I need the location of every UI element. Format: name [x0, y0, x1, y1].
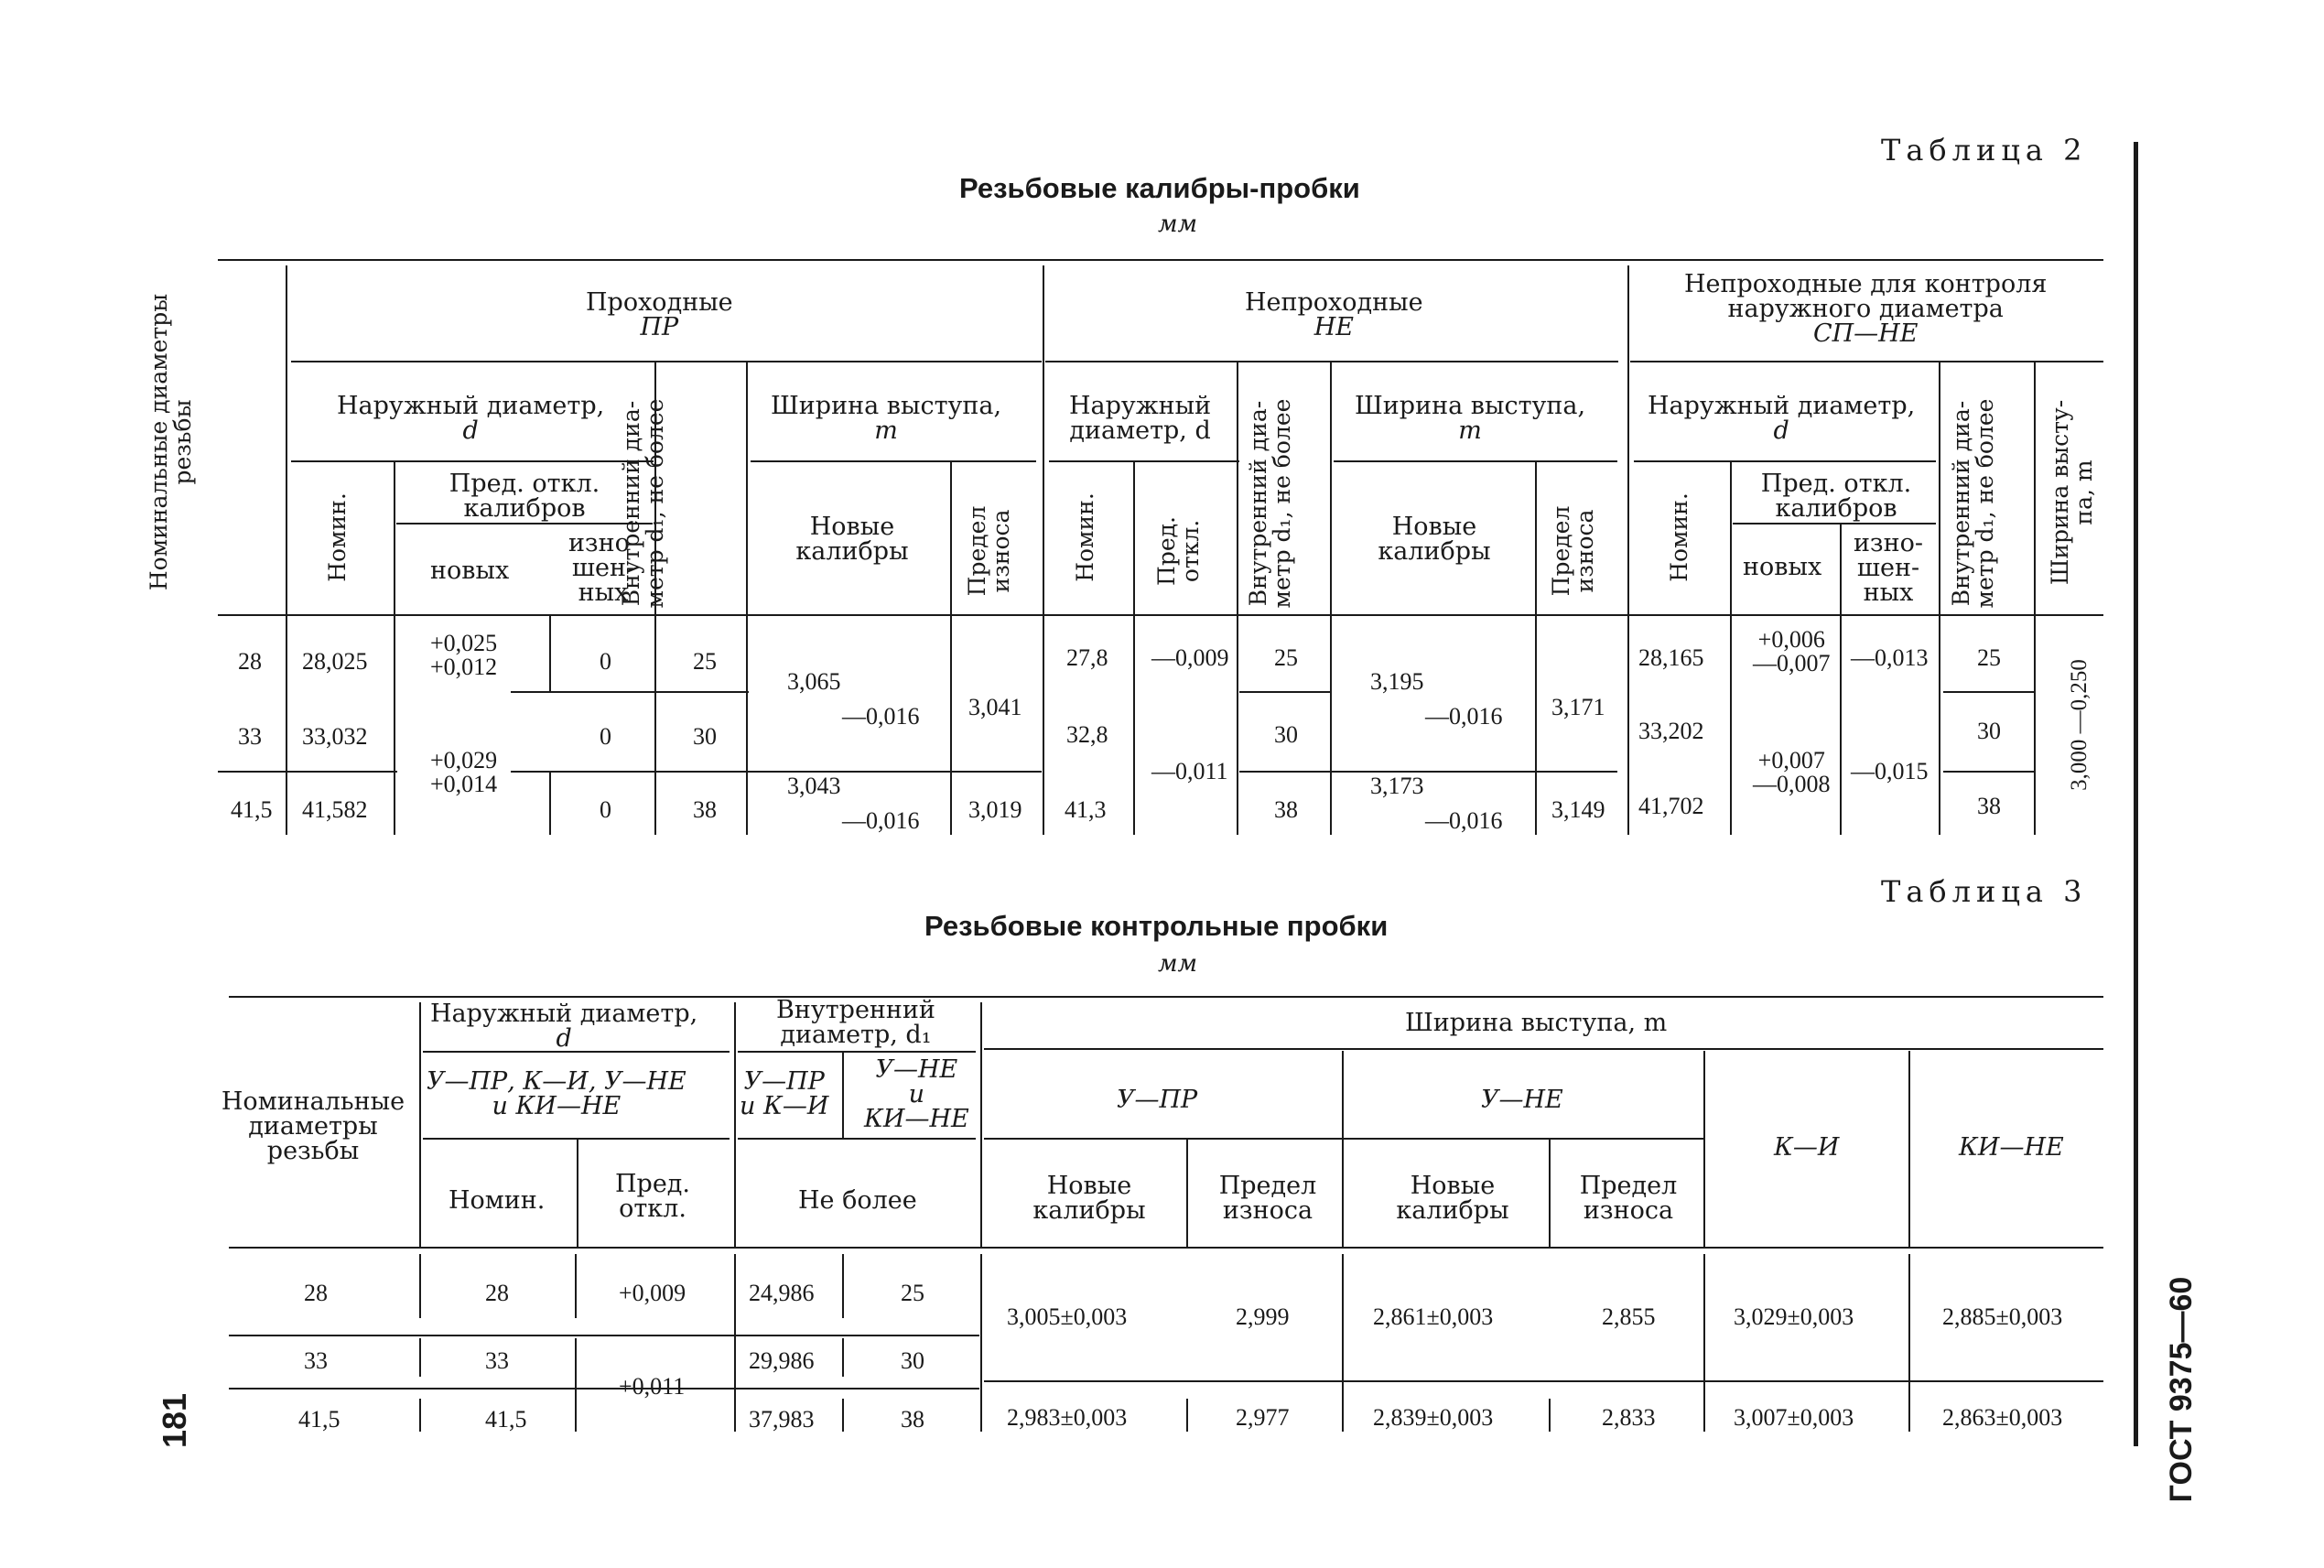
t2-ne-nomin: Номин. — [1072, 492, 1098, 582]
t3-k-i: К—И — [1774, 1133, 1840, 1162]
t2-top-rule — [218, 259, 2103, 261]
t3-r1-otkl: +0,009 — [619, 1280, 686, 1306]
t3-inner-sub-a: У—ПР и К—И — [740, 1067, 829, 1120]
t2-r1-ne-otkl: —0,009 — [1151, 644, 1229, 671]
t3-u-pr-new: Новые калибры — [1032, 1172, 1146, 1225]
t2-pr-nomin: Номин. — [324, 492, 351, 582]
t3-r1-in-b: 25 — [901, 1280, 924, 1306]
t2-sp-pred-otkl: Пред. откл. калибров — [1760, 470, 1912, 523]
t3-kine-12: 2,885±0,003 — [1942, 1303, 2063, 1330]
t3-upr-new-12: 3,005±0,003 — [1007, 1303, 1128, 1330]
t2-r3-ne-d1: 38 — [1274, 796, 1298, 823]
t3-une-new-12: 2,861±0,003 — [1373, 1303, 1494, 1330]
t3-nomin: Номин. — [449, 1186, 546, 1215]
t2-r2-pr-d1: 30 — [693, 723, 717, 750]
t3-une-limit-12: 2,855 — [1602, 1303, 1656, 1330]
t2-ne-title: Непроходные — [1245, 288, 1423, 317]
t2-ne-limit-12: 3,171 — [1551, 694, 1605, 720]
page-number: 181 — [156, 1392, 193, 1449]
t2-pr-width: Ширина выступа, m — [771, 392, 1002, 445]
t2-pr-new: новых — [430, 557, 510, 585]
t3-r3-une-limit: 2,833 — [1602, 1404, 1656, 1431]
t3-outer-sub: У—ПР, К—И, У—НЕ и КИ—НЕ — [427, 1067, 686, 1120]
table2-label: Таблица 2 — [1881, 133, 2088, 168]
t3-u-pr: У—ПР — [1117, 1086, 1198, 1114]
t3-r3-upr-new: 2,983±0,003 — [1007, 1404, 1128, 1431]
t2-ne-inner-diameter: Внутренний диа-метр d₁, не более — [1245, 398, 1296, 609]
t2-ne-new-cal: Новые калибры — [1378, 513, 1491, 566]
t2-pr-inner-diameter: Внутренний диа-метр d₁, не более — [618, 398, 669, 609]
t2-pr-new-cal: Новые калибры — [795, 513, 909, 566]
t2-pr-new-23: +0,029 +0,014 — [430, 747, 498, 797]
t2-sp-inner-diameter: Внутренний диа-метр d₁, не более — [1948, 398, 1999, 609]
table2-title: Резьбовые калибры-пробки — [959, 172, 1360, 204]
t3-r3-une-new: 2,839±0,003 — [1373, 1404, 1494, 1431]
t3-header-bottom-rule — [229, 1247, 2103, 1249]
t2-sp-worn-23: —0,015 — [1851, 758, 1929, 784]
t2-ne-width-12: 3,195 —0,016 — [1370, 668, 1503, 730]
t2-r2-pr-nom: 33,032 — [302, 723, 368, 750]
t3-r3-in-b: 38 — [901, 1406, 924, 1433]
t2-r3-ne-nom: 41,3 — [1065, 796, 1107, 823]
t2-sp-outer-diameter: Наружный диаметр, d — [1648, 392, 1916, 445]
t2-pr-worn: изно-шен-ных — [567, 529, 639, 607]
t2-pr-wear-limit: Предел износа — [964, 505, 1015, 597]
t2-r2-ne-nom: 32,8 — [1066, 721, 1108, 748]
t2-sp-worn: изно-шен-ных — [1853, 529, 1924, 607]
t2-ne-limit-3: 3,149 — [1551, 796, 1605, 823]
t3-col-nominal-diameter: Номинальные диаметры резьбы — [221, 1087, 405, 1165]
t3-outer-diameter: Наружный диаметр, d — [430, 1000, 698, 1053]
t2-ne-width: Ширина выступа, m — [1355, 392, 1586, 445]
t3-u-ne-new: Новые калибры — [1396, 1172, 1509, 1225]
table3-unit: мм — [1158, 950, 1198, 978]
t2-ne-outer-diameter: Наружный диаметр, d — [1069, 392, 1212, 445]
t3-r1-nd: 28 — [304, 1280, 328, 1306]
t2-r2-ne-d1: 30 — [1274, 721, 1298, 748]
standard-number: ГОСТ 9375—60 — [2164, 1276, 2199, 1503]
right-margin-rule — [2134, 142, 2138, 1446]
t3-r1-in-a: 24,986 — [749, 1280, 815, 1306]
t3-not-more: Не более — [798, 1186, 917, 1215]
t2-ne-otkl-23: —0,011 — [1151, 758, 1228, 784]
t2-r1-sp-new: +0,006 —0,007 — [1753, 626, 1831, 676]
t2-group-spne: Непроходные для контроля наружного диаметра СП—НЕ — [1684, 270, 2048, 348]
t2-r2-nd: 33 — [238, 723, 262, 750]
t3-inner-sub-b: У—НЕ и КИ—НЕ — [864, 1055, 969, 1133]
t2-group-pr — [586, 290, 733, 340]
t3-pred-otkl: Пред. откл. — [614, 1170, 690, 1223]
t3-r3-in-a: 37,983 — [749, 1406, 815, 1433]
t2-pr-pred-otkl: Пред. откл. калибров — [449, 470, 600, 523]
t2-r1-pr-new: +0,025 +0,012 — [430, 630, 498, 680]
t2-sp-nomin: Номин. — [1666, 492, 1692, 582]
t2-ne-pred-otkl: Пред. откл. — [1153, 516, 1205, 586]
t3-r3-kine: 2,863±0,003 — [1942, 1404, 2063, 1431]
t2-ne-width-3: 3,173 —0,016 — [1370, 773, 1503, 834]
t3-ki-ne: КИ—НЕ — [1959, 1133, 2064, 1162]
t3-r2-nom: 33 — [485, 1347, 509, 1374]
t2-r1-sp-d1: 25 — [1977, 644, 2001, 671]
t3-r3-ki: 3,007±0,003 — [1734, 1404, 1854, 1431]
t2-r1-pr-worn: 0 — [600, 648, 611, 675]
t3-u-pr-limit: Предел износа — [1218, 1172, 1317, 1225]
t3-r2-in-a: 29,986 — [749, 1347, 815, 1374]
t2-pr-code: ПР — [640, 313, 679, 341]
t2-r3-sp-nom: 41,702 — [1638, 793, 1704, 819]
t3-width: Ширина выступа, m — [1405, 1009, 1668, 1037]
t2-pr-limit-12: 3,041 — [968, 694, 1022, 720]
t3-u-ne-limit: Предел износа — [1579, 1172, 1678, 1225]
t2-group-ne — [1245, 290, 1423, 340]
t2-r1-pr-d1: 25 — [693, 648, 717, 675]
t2-r1-pr-nom: 28,025 — [302, 648, 368, 675]
t2-r1-sp-nom: 28,165 — [1638, 644, 1704, 671]
t3-upr-limit-12: 2,999 — [1236, 1303, 1290, 1330]
t2-r3-pr-d1: 38 — [693, 796, 717, 823]
t2-col-nominal-diameter: Номинальные диаметры резьбы — [146, 293, 197, 591]
t3-r2-in-b: 30 — [901, 1347, 924, 1374]
t2-r2-pr-worn: 0 — [600, 723, 611, 750]
t3-r3-nd: 41,5 — [298, 1406, 340, 1433]
t2-pr-width-12: 3,065 —0,016 — [787, 668, 920, 730]
t2-r3-pr-nom: 41,582 — [302, 796, 368, 823]
t2-r3-sp-d1: 38 — [1977, 793, 2001, 819]
t2-r2-sp-nom: 33,202 — [1638, 718, 1704, 744]
t3-inner-diameter: Внутренний диаметр, d₁ — [776, 996, 935, 1049]
t2-header-bottom-rule — [218, 614, 2103, 616]
t3-top-rule — [229, 996, 2103, 998]
table2-unit: мм — [1158, 211, 1198, 238]
t2-r1-ne-d1: 25 — [1274, 644, 1298, 671]
t3-otkl-23: +0,011 — [619, 1373, 686, 1400]
t3-r3-nom: 41,5 — [485, 1406, 527, 1433]
t2-ne-code: НЕ — [1313, 313, 1354, 341]
t2-pr-outer-diameter: Наружный диаметр, d — [337, 392, 605, 445]
t3-r1-nom: 28 — [485, 1280, 509, 1306]
t3-u-ne: У—НЕ — [1481, 1086, 1563, 1114]
t3-ki-12: 3,029±0,003 — [1734, 1303, 1854, 1330]
t2-pr-width-3: 3,043 —0,016 — [787, 773, 920, 834]
t2-r1-sp-worn: —0,013 — [1851, 644, 1929, 671]
table3-label: Таблица 3 — [1881, 874, 2088, 909]
t2-sp-width-value: 3,000 —0,250 — [2067, 659, 2092, 791]
t2-pr-limit-3: 3,019 — [968, 796, 1022, 823]
t2-r2-sp-d1: 30 — [1977, 718, 2001, 744]
t2-r1-nd: 28 — [238, 648, 262, 675]
t2-sp-new-23: +0,007 —0,008 — [1753, 747, 1831, 797]
t2-ne-wear-limit: Предел износа — [1548, 505, 1599, 597]
t2-r3-pr-worn: 0 — [600, 796, 611, 823]
t2-sp-new: новых — [1743, 553, 1822, 581]
t2-pr-title: Проходные — [586, 288, 733, 317]
t2-r3-nd: 41,5 — [231, 796, 273, 823]
t3-r3-upr-limit: 2,977 — [1236, 1404, 1290, 1431]
t2-r1-ne-nom: 27,8 — [1066, 644, 1108, 671]
table3-title: Резьбовые контрольные пробки — [924, 910, 1389, 942]
t3-r2-nd: 33 — [304, 1347, 328, 1374]
t2-sp-width: Ширина высту-па, m — [2047, 399, 2098, 586]
